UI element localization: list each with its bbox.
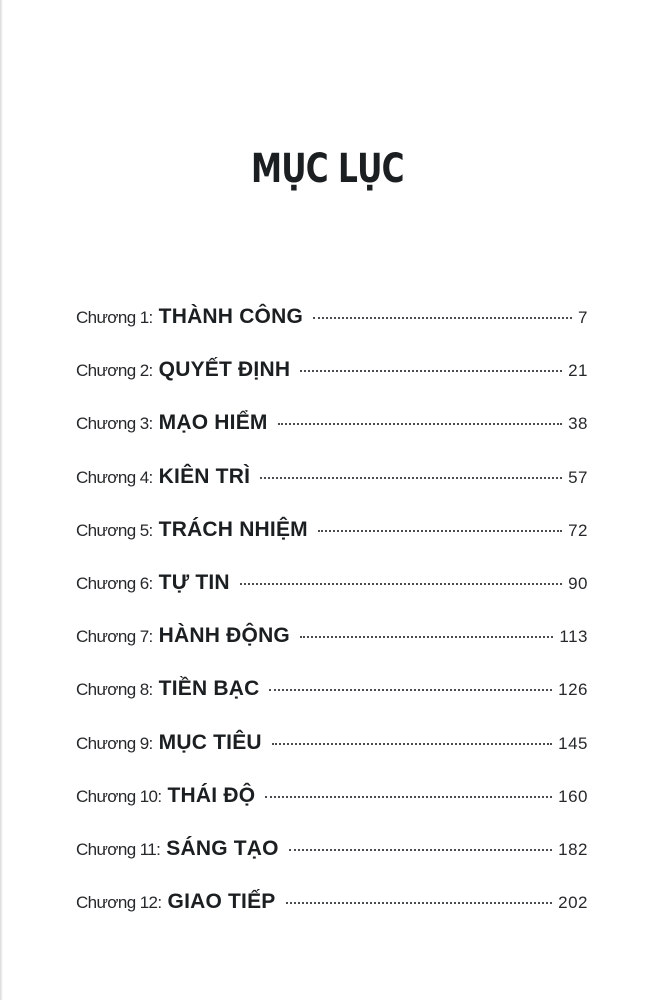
chapter-title: GIAO TIẾP	[167, 890, 276, 914]
chapter-title: SÁNG TẠO	[166, 836, 279, 860]
page-number: 160	[558, 786, 588, 806]
chapter-prefix: Chương 3:	[76, 414, 153, 434]
page-number: 57	[568, 467, 588, 487]
dot-leader	[313, 317, 572, 319]
chapter-prefix: Chương 6:	[76, 573, 153, 593]
dot-leader	[260, 477, 562, 479]
toc-entry-9[interactable]	[76, 731, 588, 784]
toc-entry-11[interactable]	[76, 837, 588, 890]
chapter-title: THÀNH CÔNG	[158, 305, 303, 328]
chapter-title: MẠO HIỂM	[158, 411, 268, 435]
page-number: 145	[558, 733, 588, 753]
chapter-title: QUYẾT ĐỊNH	[158, 358, 291, 382]
dot-leader	[240, 583, 562, 585]
chapter-prefix: Chương 10:	[76, 786, 162, 806]
page-number: 21	[568, 361, 588, 381]
toc-entry-5[interactable]	[76, 518, 588, 571]
page-number: 182	[558, 839, 588, 859]
page-number: 7	[578, 308, 588, 327]
chapter-title: TRÁCH NHIỆM	[158, 517, 308, 541]
dot-leader	[289, 849, 552, 851]
dot-leader	[269, 689, 552, 691]
chapter-title: MỤC TIÊU	[158, 730, 262, 754]
chapter-prefix: Chương 8:	[76, 680, 153, 700]
chapter-prefix: Chương 1:	[76, 308, 153, 327]
page-number: 113	[559, 627, 588, 647]
chapter-prefix: Chương 2:	[76, 361, 153, 381]
chapter-prefix: Chương 12:	[76, 893, 162, 913]
page-title: MỤC LỤC	[250, 146, 404, 192]
dot-leader	[300, 370, 562, 372]
page-edge-shadow	[0, 0, 3, 1000]
page-number: 72	[568, 520, 588, 540]
dot-leader	[278, 423, 562, 425]
toc-entry-6[interactable]	[76, 571, 588, 624]
toc-entry-12[interactable]	[76, 890, 588, 943]
dot-leader	[300, 636, 553, 638]
page-number: 126	[558, 680, 588, 700]
chapter-prefix: Chương 9:	[76, 733, 153, 753]
toc-entry-2[interactable]	[76, 358, 588, 411]
dot-leader	[318, 530, 562, 532]
page-number: 38	[568, 414, 588, 434]
dot-leader	[286, 902, 553, 904]
table-of-contents	[76, 305, 588, 943]
toc-entry-4[interactable]	[76, 465, 588, 518]
chapter-title: THÁI ĐỘ	[167, 783, 256, 807]
dot-leader	[272, 743, 552, 745]
dot-leader	[265, 796, 552, 798]
toc-entry-10[interactable]	[76, 784, 588, 837]
page-number: 202	[558, 893, 588, 913]
chapter-prefix: Chương 4:	[76, 467, 153, 487]
chapter-title: TỰ TIN	[158, 570, 230, 594]
toc-entry-3[interactable]	[76, 411, 588, 464]
chapter-prefix: Chương 5:	[76, 520, 153, 540]
chapter-prefix: Chương 7:	[76, 627, 153, 647]
chapter-title: HÀNH ĐỘNG	[158, 624, 290, 648]
toc-entry-1[interactable]	[76, 305, 588, 358]
chapter-title: KIÊN TRÌ	[158, 464, 251, 488]
page-number: 90	[568, 573, 588, 593]
toc-entry-8[interactable]	[76, 677, 588, 730]
chapter-prefix: Chương 11:	[76, 839, 161, 859]
chapter-title: TIỀN BẠC	[158, 677, 260, 701]
toc-entry-7[interactable]	[76, 624, 588, 677]
